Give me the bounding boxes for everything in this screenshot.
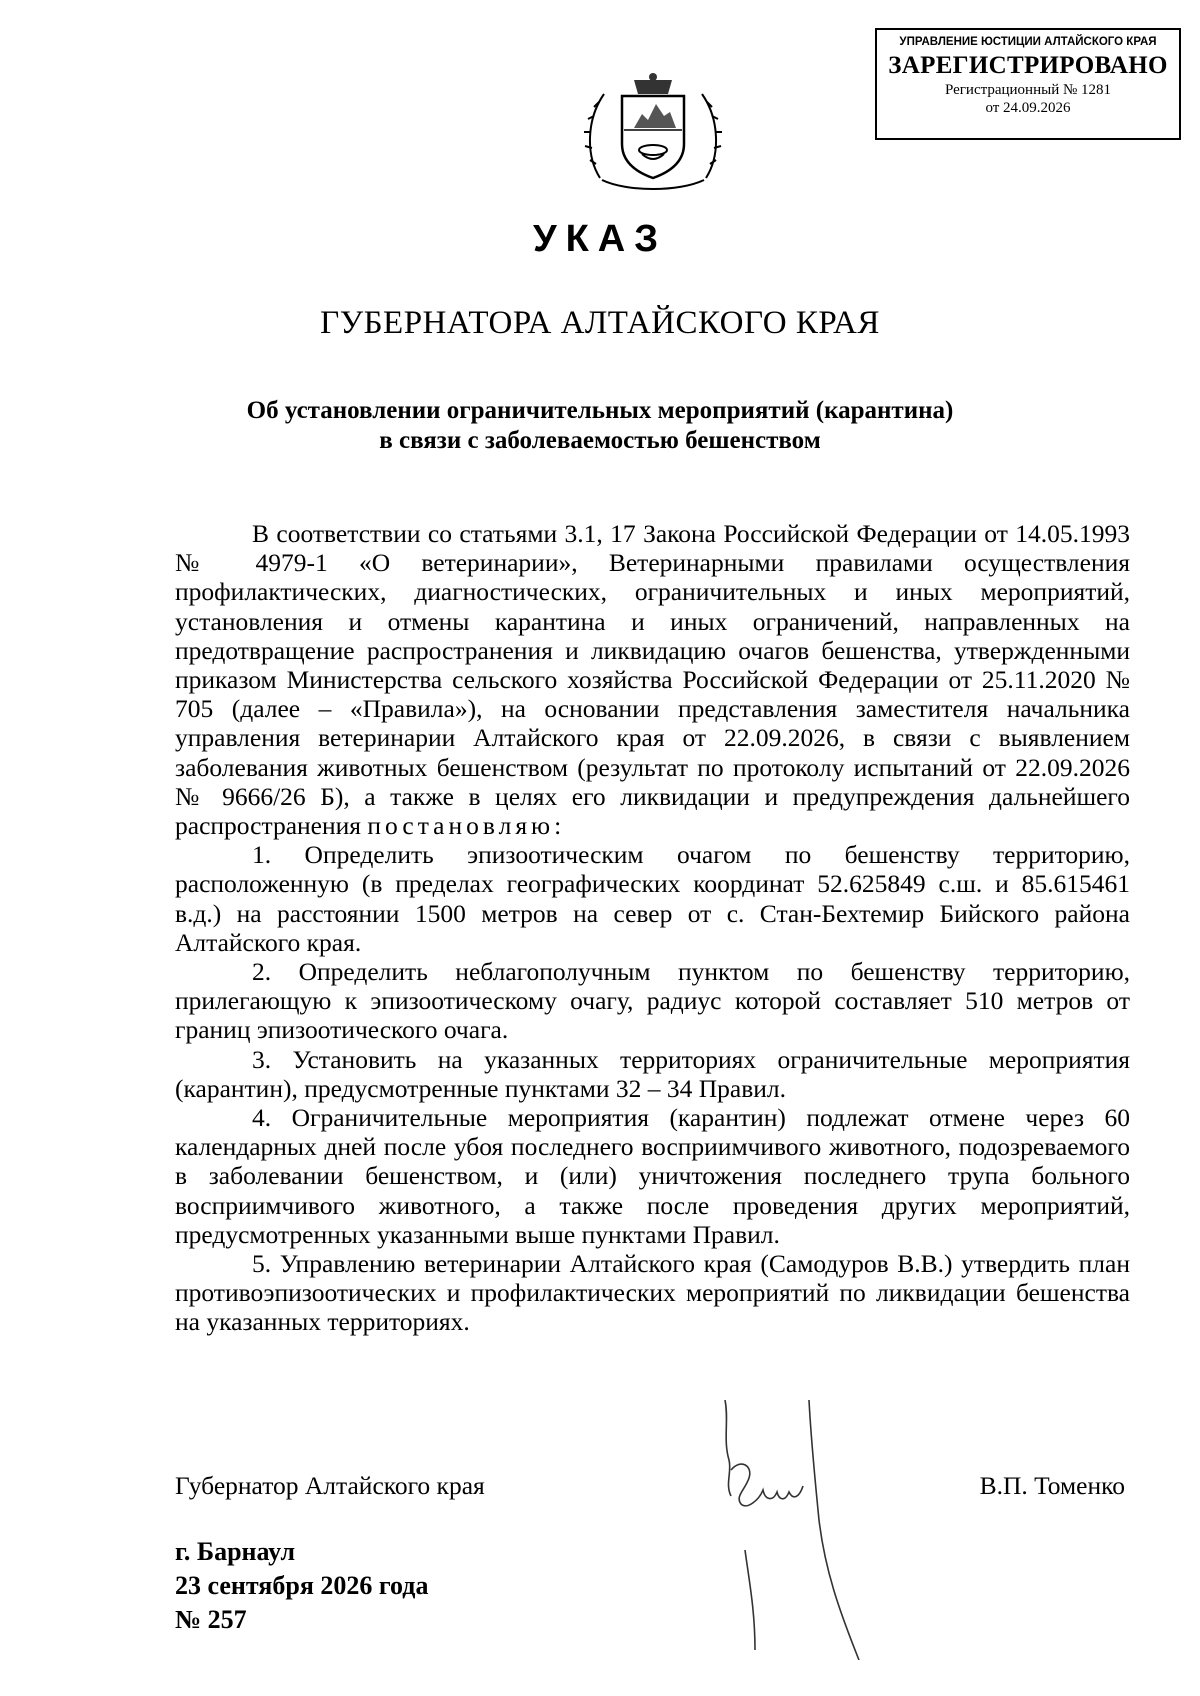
signatory-position: Губернатор Алтайского края: [175, 1471, 485, 1500]
issue-place: г. Барнаул: [175, 1537, 296, 1566]
issue-number: № 257: [175, 1605, 247, 1634]
subject-line-1: Об установлении ограничительных мероприятий (карантина): [246, 397, 954, 424]
stamp-registration-date: от 24.09.2026: [985, 100, 1071, 116]
decree-item-4: 4. Ограничительные мероприятия (карантин) подлежат отмене через 60 календарных дней после убоя последнего восприимчивого животного, подозреваемого в заболевании бешенством, и (или) уничтожения последнего трупа больного восприимчивого животного, а также после проведения других мероприятий, предусмотренных указанными выше пунктами Правил.: [175, 1103, 1130, 1249]
handwritten-signature: [715, 1400, 915, 1660]
decree-word: постановляю:: [367, 811, 566, 841]
decree-item-5: 5. Управлению ветеринарии Алтайского края (Самодуров В.В.) утвердить план противоэпизоотических и профилактических мероприятий по ликвидации бешенства на указанных территориях.: [175, 1249, 1130, 1337]
decree-item-1: 1. Определить эпизоотическим очагом по бешенству территорию, расположенную (в пределах географических координат 52.625849 с.ш. и 85.615461 в.д.) на расстоянии 1500 метров на север от с. Стан-Бехтемир Бийского района Алтайского края.: [175, 840, 1130, 957]
issuer-title: ГУБЕРНАТОРА АЛТАЙСКОГО КРАЯ: [320, 305, 880, 341]
coat-of-arms-emblem: [582, 70, 724, 192]
subject-line-2: в связи с заболеваемостью бешенством: [379, 427, 821, 454]
decree-item-3: 3. Установить на указанных территориях ограничительные мероприятия (карантин), предусмотренные пунктами 32 – 34 Правил.: [175, 1044, 1130, 1103]
signatory-name: В.П. Томенко: [979, 1471, 1125, 1500]
registration-stamp: [875, 28, 1181, 140]
issue-details: [175, 1535, 428, 1637]
stamp-department: УПРАВЛЕНИЕ ЮСТИЦИИ АЛТАЙСКОГО КРАЯ: [899, 36, 1157, 48]
decree-subject: [200, 396, 1000, 456]
preamble-text: В соответствии со статьями 3.1, 17 Закона Российской Федерации от 14.05.1993 № 4979-1 «О ветеринарии», Ветеринарными правилами осуществления профилактических, диагностических, ограничительных и иных мероприятий, установления и отмены карантина и иных ограничений, направленных на предотвращение распространения и ликвидацию очагов бешенства, утвержденными приказом Министерства сельского хозяйства Российской Федерации от 25.11.2020 № 705 (далее – «Правила»), на основании представления заместителя начальника управления ветеринарии Алтайского края от 22.09.2026, в связи с выявлением заболевания животных бешенством (результат по протоколу испытаний от 22.09.2026 № 9666/26 Б), а также в целях его ликвидации и предупреждения дальнейшего распространения: [175, 519, 1130, 841]
decree-item-2: 2. Определить неблагополучным пунктом по бешенству территорию, прилегающую к эпизоотическому очагу, радиус которой составляет 510 метров от границ эпизоотического очага.: [175, 957, 1130, 1045]
stamp-status: ЗАРЕГИСТРИРОВАНО: [888, 52, 1168, 79]
decree-body: [175, 519, 1130, 1337]
stamp-registration-number: Регистрационный № 1281: [944, 82, 1112, 98]
preamble-paragraph: [175, 519, 1130, 840]
document-type-title: УКАЗ: [532, 218, 668, 260]
issue-date: 23 сентября 2026 года: [175, 1571, 429, 1600]
